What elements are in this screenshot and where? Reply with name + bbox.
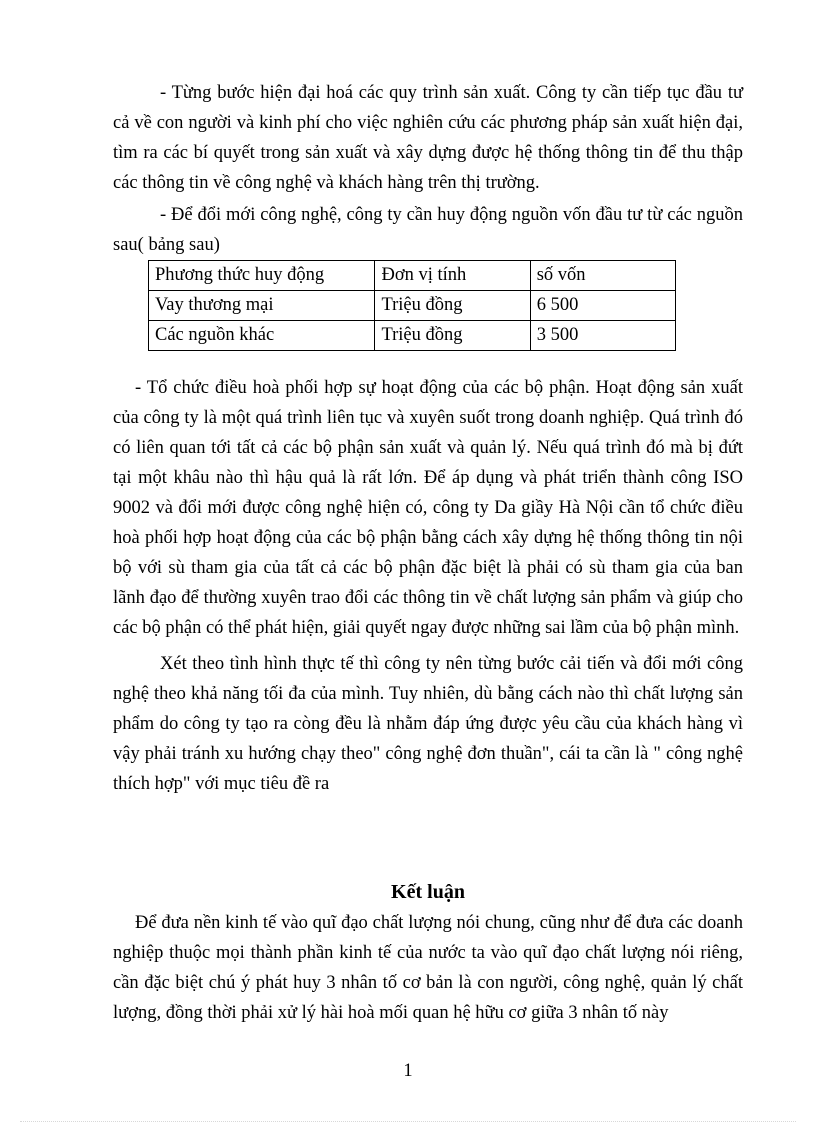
table-header-row [149,261,676,291]
table-header-cell: Đơn vị tính [375,261,530,291]
table-cell: 6 500 [530,291,675,321]
paragraph-appropriate-technology: Xét theo tình hình thực tế thì công ty nên từng bước cải tiến và đổi mới công nghệ theo khả năng tối đa của mình. Tuy nhiên, dù bằng cách nào thì chất lượng sản phẩm do công ty tạo ra còng đều là nhằm đáp ứng được yêu cầu của khách hàng vì vậy phải tránh xu hướng chạy theo" công nghệ đơn thuần", cái ta cần là " công nghệ thích hợp" với mục tiêu đề ra [113,654,743,794]
page-bottom-divider [20,1121,796,1122]
table-header-cell: Phương thức huy động [149,261,375,291]
table-cell: 3 500 [530,321,675,351]
table-header-cell: số vốn [530,261,675,291]
table-cell: Vay thương mại [149,291,375,321]
paragraph-capital-sources: - Để đổi mới công nghệ, công ty cần huy động nguồn vốn đầu tư từ các nguồn sau( bảng sau) [113,205,743,255]
capital-sources-table [148,260,676,351]
table-row [149,291,676,321]
table-cell: Triệu đồng [375,291,530,321]
document-page [113,78,743,1028]
table-cell: Các nguồn khác [149,321,375,351]
paragraph-coordination: - Tổ chức điều hoà phối hợp sự hoạt động của các bộ phận. Hoạt động sản xuất của công ty là một quá trình liên tục và xuyên suốt trong doanh nghiệp. Quá trình đó có liên quan tới tất cả các bộ phận sản xuất và quản lý. Nếu quá trình đó mà bị đứt tại một khâu nào thì hậu quả là rất lớn. Để áp dụng và phát triển thành công ISO 9002 và đổi mới được công nghệ hiện có, công ty Da giầy Hà Nội cần tổ chức điều hoà phối hợp hoạt động của các bộ phận bằng cách xây dựng hệ thống thông tin nội bộ với sù tham gia của tất cả các bộ phận đặc biệt là phải có sù tham gia của ban lãnh đạo để thường xuyên trao đổi các thông tin về chất lượng sản phẩm và giúp cho các bộ phận có thể phát hiện, giải quyết ngay được những sai lầm của bộ phận mình. [113,378,743,638]
conclusion-heading: Kết luận [391,881,465,903]
table-cell: Triệu đồng [375,321,530,351]
page-number: 1 [403,1061,413,1081]
paragraph-modernize-production: - Từng bước hiện đại hoá các quy trình sản xuất. Công ty cần tiếp tục đầu tư cả về con người và kinh phí cho việc nghiên cứu các phương pháp sản xuất hiện đại, tìm ra các bí quyết trong sản xuất và xây dựng được hệ thống thông tin để thu thập các thông tin về công nghệ và khách hàng trên thị trường. [113,83,743,193]
table-row [149,321,676,351]
paragraph-conclusion: Để đưa nền kinh tế vào quĩ đạo chất lượng nói chung, cũng như để đưa các doanh nghiệp thuộc mọi thành phần kinh tế của nước ta vào quĩ đạo chất lượng nói riêng, cần đặc biệt chú ý phát huy 3 nhân tố cơ bản là con người, công nghệ, quản lý chất lượng, đồng thời phải xử lý hài hoà mối quan hệ hữu cơ giữa 3 nhân tố này [113,913,743,1023]
